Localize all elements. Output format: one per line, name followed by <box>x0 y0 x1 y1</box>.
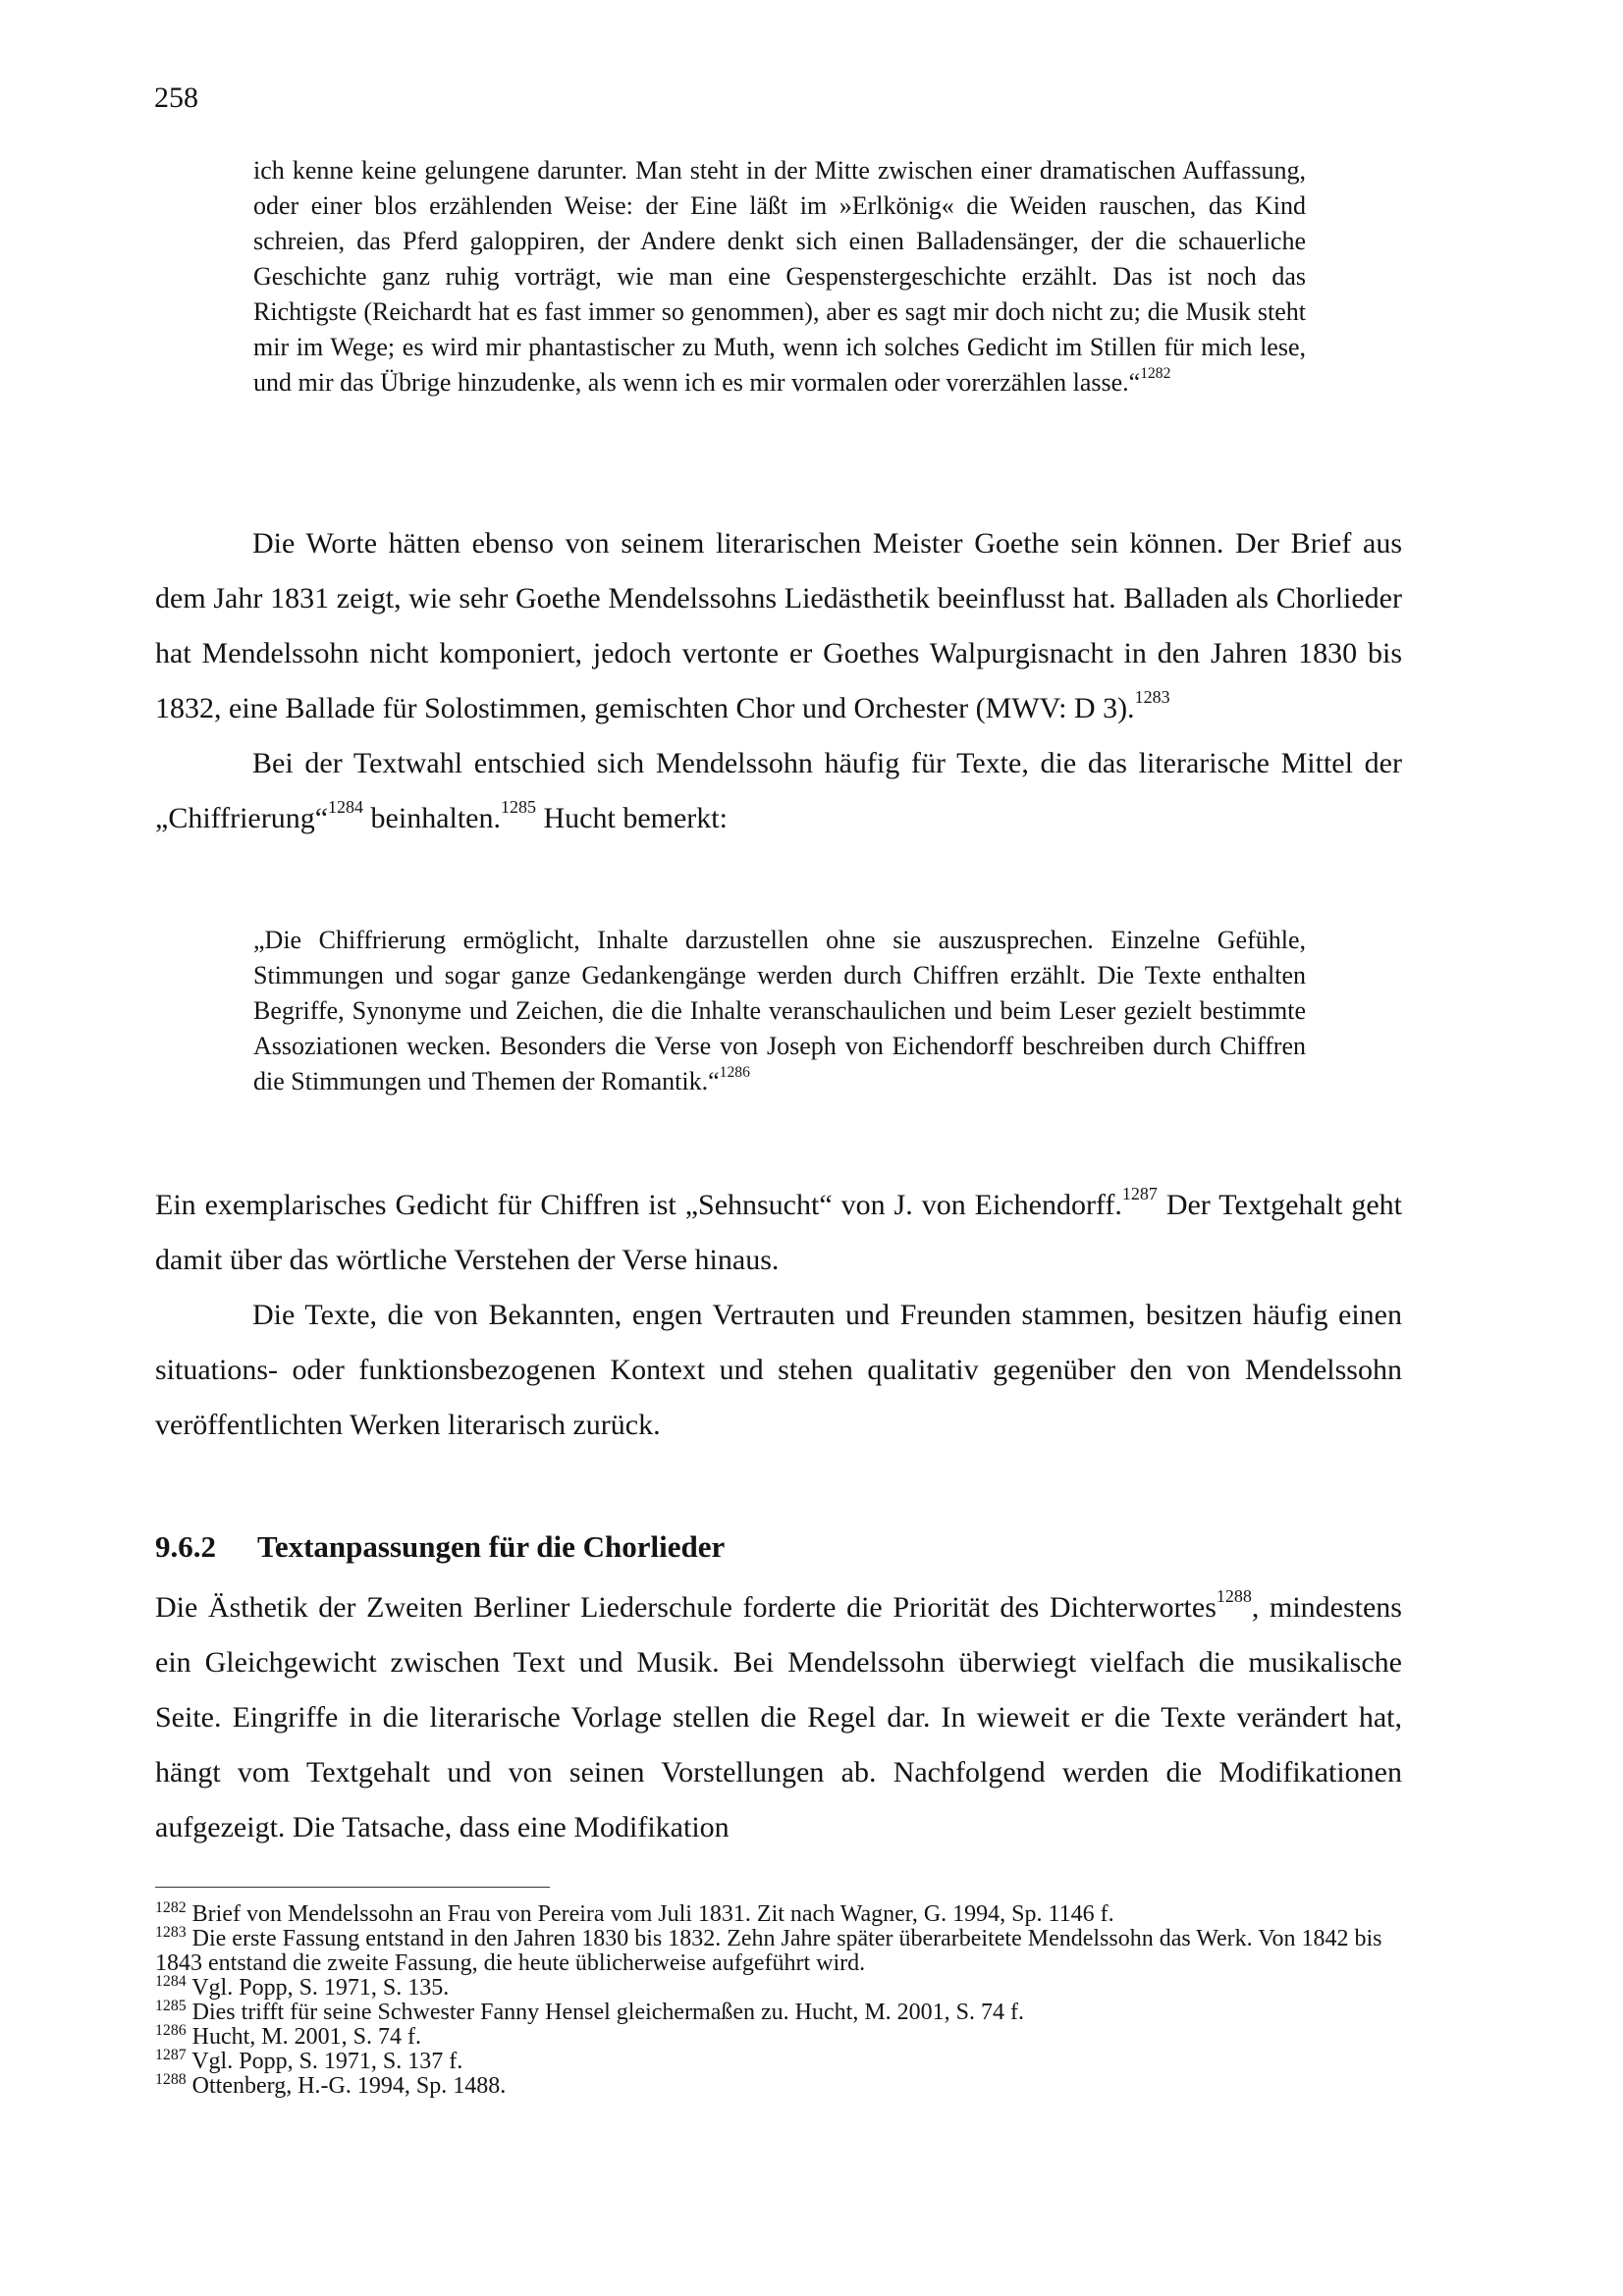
footnote <box>155 1898 1382 1927</box>
footnote <box>155 1997 1382 2025</box>
footnote-ref[interactable]: 1283 <box>1134 686 1170 707</box>
quote-text: „Die Chiffrierung ermöglicht, Inhalte darzustellen ohne sie auszusprechen. Einzelne Gefühle, Stimmungen und sogar ganze Gedankengänge werden durch Chiffren erzählt. Die Texte enthalten Begriffe, Synonyme und Zeichen, die die Inhalte veranschaulichen und beim Leser gezielt bestimmte Assoziationen wecken. Besonders die Verse von Joseph von Eichendorff beschreiben durch Chiffren die Stimmungen und Themen der Romantik.“ <box>253 926 1306 1095</box>
footnote-number: 1282 <box>155 1898 187 1916</box>
footnote <box>155 2021 1382 2050</box>
footnote-ref[interactable]: 1282 <box>1140 364 1171 382</box>
footnote-number: 1283 <box>155 1923 187 1941</box>
footnote <box>155 1923 1382 1976</box>
paragraph-text: Die Ästhetik der Zweiten Berliner Liederschule forderte die Priorität des Dichterwortes <box>155 1591 1217 1624</box>
footnote <box>155 2046 1382 2074</box>
quote-text: ich kenne keine gelungene darunter. Man steht in der Mitte zwischen einer dramatischen Auffassung, oder einer blos erzählenden Weise: der Eine läßt im »Erlkönig« die Weiden rauschen, das Kind schreien, das Pferd galoppiren, der Andere denkt sich einen Balladensänger, der die schauerliche Geschichte ganz ruhig vorträgt, wie man eine Gespenstergeschichte erzählt. Das ist noch das Richtigste (Reichardt hat es fast immer so genommen), aber es sagt mir doch nicht zu; die Musik steht mir im Wege; es wird mir phantastischer zu Muth, wenn ich solches Gedicht im Stillen für mich lese, und mir das Übrige hinzudenke, als wenn ich es mir vormalen oder vorerzählen lasse.“ <box>253 156 1306 397</box>
block-quote-goethe-letter <box>253 153 1306 400</box>
block-quote-hucht <box>253 923 1306 1099</box>
footnote <box>155 2070 1382 2099</box>
footnote-number: 1287 <box>155 2046 187 2063</box>
section-title: Textanpassungen für die Chorlieder <box>257 1529 726 1564</box>
paragraph-text: Die Texte, die von Bekannten, engen Vertrauten und Freunden stammen, besitzen häufig einen situations- oder funktionsbezogenen Kontext und stehen qualitativ gegenüber den von Mendelssohn veröffentlichten Werken literarisch zurück. <box>155 1299 1402 1441</box>
footnote-ref[interactable]: 1287 <box>1121 1183 1158 1203</box>
section-heading <box>155 1527 725 1567</box>
footnote-text: Vgl. Popp, S. 1971, S. 135. <box>186 1975 450 2001</box>
footnote <box>155 1972 1382 2001</box>
footnote-text: Ottenberg, H.-G. 1994, Sp. 1488. <box>186 2073 507 2099</box>
footnote-text: Dies trifft für seine Schwester Fanny Hensel gleichermaßen zu. Hucht, M. 2001, S. 74 f. <box>186 2000 1025 2025</box>
paragraph <box>155 1178 1402 1288</box>
body-text-group-3 <box>155 1580 1402 1855</box>
paragraph <box>155 736 1402 846</box>
footnotes <box>155 1898 1382 2099</box>
paragraph <box>155 516 1402 736</box>
footnote-text: Hucht, M. 2001, S. 74 f. <box>186 2024 421 2050</box>
paragraph <box>155 1580 1402 1855</box>
footnote-text: Brief von Mendelssohn an Frau von Pereira vom Juli 1831. Zit nach Wagner, G. 1994, Sp. 1146 f. <box>186 1901 1114 1927</box>
paragraph <box>155 1288 1402 1453</box>
paragraph-text: Die Worte hätten ebenso von seinem literarischen Meister Goethe sein können. Der Brief aus dem Jahr 1831 zeigt, wie sehr Goethe Mendelssohns Liedästhetik beeinflusst hat. Balladen als Chorlieder hat Mendelssohn nicht komponiert, jedoch vertonte er Goethes Walpurgisnacht in den Jahren 1830 bis 1832, eine Ballade für Solostimmen, gemischten Chor und Orchester (MWV: D 3). <box>155 527 1402 724</box>
footnote-ref[interactable]: 1285 <box>501 796 536 817</box>
paragraph-text: Ein exemplarisches Gedicht für Chiffren ist „Sehnsucht“ von J. von Eichendorff. <box>155 1189 1122 1221</box>
paragraph-text: Hucht bemerkt: <box>536 802 728 834</box>
footnote-ref[interactable]: 1284 <box>328 796 364 817</box>
footnote-ref[interactable]: 1288 <box>1216 1585 1252 1606</box>
footnote-text: Vgl. Popp, S. 1971, S. 137 f. <box>186 2049 463 2074</box>
paragraph-text: Bei der Textwahl entschied sich Mendelssohn häufig für Texte, die das literarische Mittel der „Chiffrierung“ <box>155 747 1402 834</box>
body-text-group-1 <box>155 516 1402 846</box>
footnote-text: Die erste Fassung entstand in den Jahren 1830 bis 1832. Zehn Jahre später überarbeitete Mendelssohn das Werk. Von 1842 bis 1843 entstand die zweite Fassung, die heute üblicherweise aufgeführt wird. <box>155 1926 1382 1976</box>
paragraph-text: beinhalten. <box>363 802 501 834</box>
footnote-separator <box>155 1887 550 1888</box>
paragraph-text: , mindestens ein Gleichgewicht zwischen Text und Musik. Bei Mendelssohn überwiegt vielfach die musikalische Seite. Eingriffe in die literarische Vorlage stellen die Regel dar. In wieweit er die Texte verändert hat, hängt vom Textgehalt und von seinen Vorstellungen ab. Nachfolgend werden die Modifikationen aufgezeigt. Die Tatsache, dass eine Modifikation <box>155 1591 1402 1843</box>
page-number: 258 <box>154 81 198 114</box>
section-number: 9.6.2 <box>155 1529 216 1564</box>
footnote-number: 1285 <box>155 1997 187 2014</box>
paragraph-text: Der Textgehalt geht damit über das wörtliche Verstehen der Verse hinaus. <box>155 1189 1403 1276</box>
footnote-number: 1284 <box>155 1972 187 1990</box>
footnote-ref[interactable]: 1286 <box>719 1063 750 1081</box>
footnote-number: 1288 <box>155 2070 187 2088</box>
body-text-group-2 <box>155 1178 1402 1453</box>
footnote-number: 1286 <box>155 2021 187 2039</box>
